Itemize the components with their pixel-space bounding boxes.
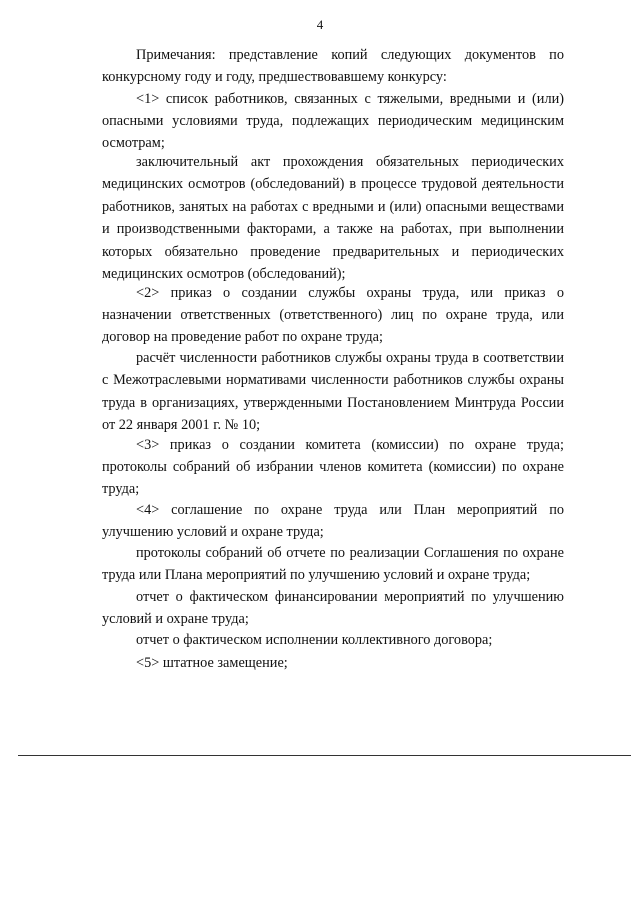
note-4-agreement-paragraph bbox=[102, 499, 564, 543]
paragraph-text: отчет о фактическом финансировании мероприятий по улучшению условий и охране труда; bbox=[102, 589, 564, 627]
note-3-order-paragraph bbox=[102, 434, 564, 500]
footer-divider bbox=[18, 755, 631, 756]
note-4-financing-paragraph bbox=[102, 586, 564, 630]
paragraph-text: <5> штатное замещение; bbox=[136, 655, 288, 671]
paragraph-text: <4> соглашение по охране труда или План мероприятий по улучшению условий и охране труда; bbox=[102, 502, 564, 540]
note-4-collective-paragraph bbox=[102, 629, 564, 651]
note-1-act-paragraph bbox=[102, 151, 564, 285]
notes-intro-paragraph bbox=[102, 44, 564, 88]
paragraph-text: <3> приказ о создании комитета (комиссии) по охране труда; протоколы собраний об избрании членов комитета (комиссии) по охране труда; bbox=[102, 437, 564, 497]
note-4-protocols-paragraph bbox=[102, 542, 564, 586]
page-number: 4 bbox=[316, 17, 324, 32]
note-1-list-paragraph bbox=[102, 88, 564, 154]
note-2-calc-paragraph bbox=[102, 347, 564, 436]
paragraph-text: <2> приказ о создании службы охраны труда, или приказ о назначении ответственных (ответственного) лиц по охране труда, или договор на проведение работ по охране труда; bbox=[102, 285, 564, 345]
paragraph-text: Примечания: представление копий следующих документов по конкурсному году и году, предшествовавшему конкурсу: bbox=[102, 47, 564, 85]
paragraph-text: <1> список работников, связанных с тяжелыми, вредными и (или) опасными условиями труда, подлежащих периодическим медицинским осмотрам; bbox=[102, 91, 564, 151]
note-5-staffing-paragraph bbox=[102, 652, 564, 674]
paragraph-text: протоколы собраний об отчете по реализации Соглашения по охране труда или Плана мероприятий по улучшению условий и охране труда; bbox=[102, 545, 564, 583]
paragraph-text: расчёт численности работников службы охраны труда в соответствии с Межотраслевыми нормативами численности работников службы охраны труда в организациях, утвержденными Постановлением Минтруда России от 22 января 2001 г. № 10; bbox=[102, 350, 564, 433]
paragraph-text: отчет о фактическом исполнении коллективного договора; bbox=[136, 632, 493, 648]
paragraph-text: заключительный акт прохождения обязательных периодических медицинских осмотров (обследований) в процессе трудовой деятельности работников, занятых на работах с вредными и (или) опасными веществами и производственными факторами, а также на работах, при выполнении которых обязательно проведение предварительных и периодических медицинских осмотров (обследований); bbox=[102, 154, 564, 283]
note-2-order-paragraph bbox=[102, 282, 564, 348]
